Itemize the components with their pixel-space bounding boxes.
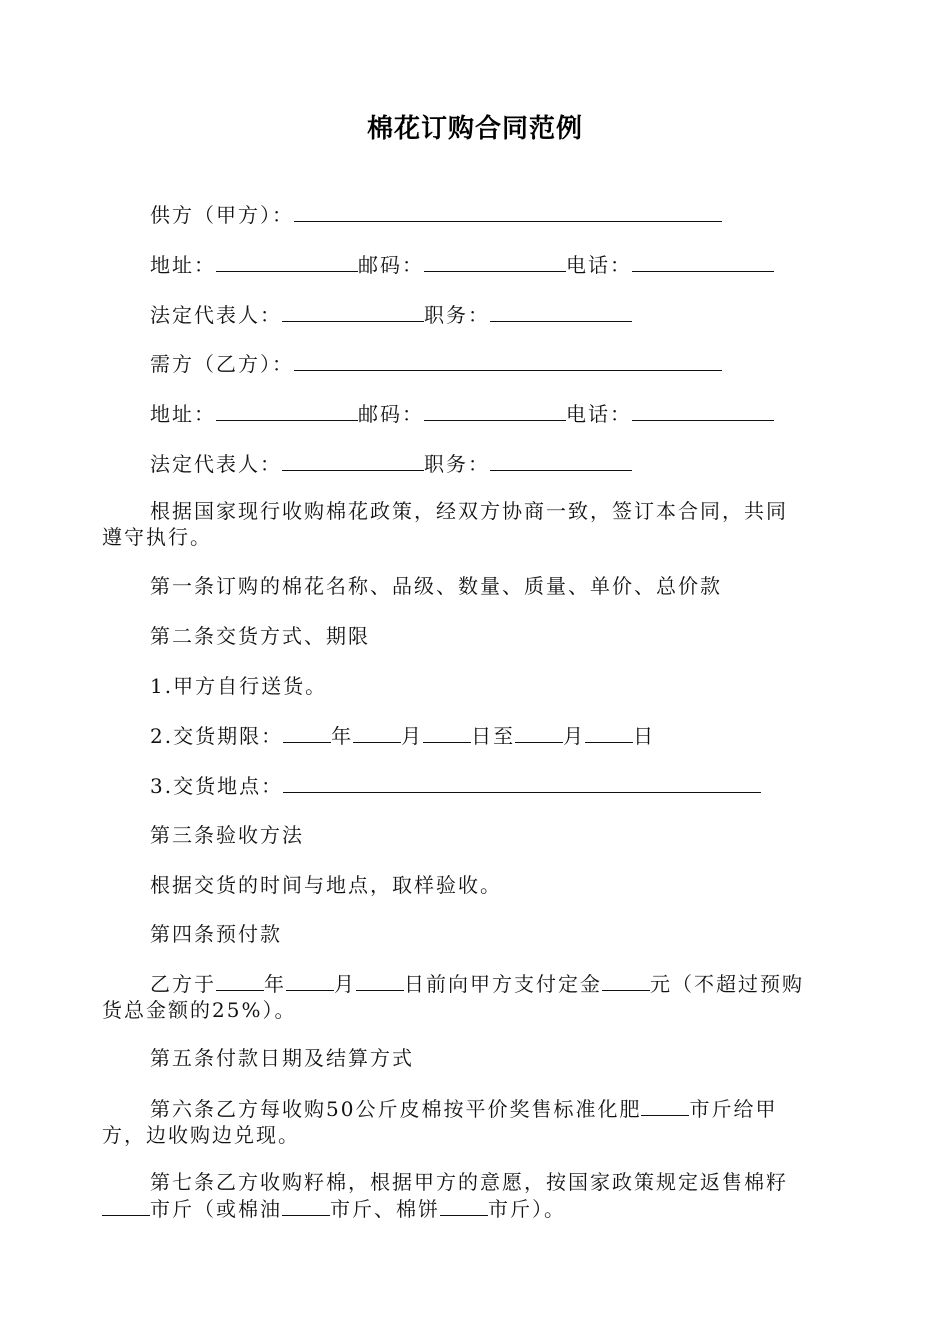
rep-blank [282, 450, 424, 471]
year-label: 年 [264, 972, 286, 996]
day-label: 日 [633, 724, 656, 748]
oil-text: 市斤（或棉油 [150, 1197, 282, 1221]
article-6-line-2: 方，边收购边兑现。 [102, 1123, 300, 1147]
article-7-line-2 [102, 1195, 850, 1222]
position-label: 职务： [424, 303, 490, 327]
position-blank [490, 301, 632, 322]
article-6-text: 第六条乙方每收购50公斤皮棉按平价奖售标准化肥 [150, 1097, 642, 1121]
article-4-line-2: 货总金额的25%）。 [102, 998, 297, 1022]
month-label: 月 [401, 724, 424, 748]
year-blank [216, 970, 264, 991]
fertilizer-blank [641, 1095, 689, 1116]
item-3 [150, 772, 761, 799]
day-blank-2 [585, 722, 633, 743]
year-label: 年 [331, 724, 354, 748]
address-label: 地址： [150, 253, 216, 277]
rep-blank [282, 301, 424, 322]
month-blank [286, 970, 334, 991]
article-3-heading: 第三条验收方法 [150, 823, 304, 847]
buyer-blank [294, 350, 722, 371]
article-6-suffix: 市斤给甲 [689, 1097, 778, 1121]
article-2-heading: 第二条交货方式、期限 [150, 624, 370, 648]
article-4-paragraph [102, 970, 850, 1023]
item-1: 1.甲方自行送货。 [150, 674, 328, 698]
year-blank [283, 722, 331, 743]
tel-label: 电话： [566, 402, 632, 426]
intro-paragraph [102, 498, 850, 550]
amount-blank [602, 970, 650, 991]
article-3-text: 根据交货的时间与地点，取样验收。 [150, 873, 502, 897]
article-7-paragraph [102, 1169, 850, 1222]
article-5-heading: 第五条付款日期及结算方式 [150, 1046, 414, 1070]
suffix-text: 元（不超过预购 [650, 972, 804, 996]
article-7-line-1: 第七条乙方收购籽棉，根据甲方的意愿，按国家政策规定返售棉籽 [150, 1170, 788, 1194]
prefix-text: 乙方于 [150, 972, 216, 996]
day-to-label: 日至 [471, 724, 516, 748]
address-blank [216, 251, 358, 272]
month-blank [353, 722, 401, 743]
article-4-line-1 [102, 970, 850, 997]
month-blank-2 [515, 722, 563, 743]
cottonseed-blank [102, 1195, 150, 1216]
rep-label: 法定代表人： [150, 303, 282, 327]
delivery-place-label: 3.交货地点： [150, 774, 284, 798]
article-4-heading: 第四条预付款 [150, 922, 282, 946]
delivery-period-label: 2.交货期限： [150, 724, 284, 748]
article-1-heading: 第一条订购的棉花名称、品级、数量、质量、单价、总价款 [150, 574, 722, 598]
zip-blank [424, 400, 566, 421]
zip-label: 邮码： [358, 253, 424, 277]
buyer-line [150, 350, 722, 377]
supplier-blank [294, 201, 722, 222]
tel-label: 电话： [566, 253, 632, 277]
rep-label: 法定代表人： [150, 452, 282, 476]
delivery-place-blank [283, 772, 761, 793]
supplier-address-line [150, 251, 774, 278]
oil-blank [282, 1195, 330, 1216]
supplier-line [150, 201, 722, 228]
item-2 [150, 722, 655, 749]
supplier-label: 供方（甲方）： [150, 203, 294, 227]
intro-line-1: 根据国家现行收购棉花政策，经双方协商一致，签订本合同，共同 [150, 499, 788, 523]
end-text: 市斤）。 [488, 1197, 566, 1221]
zip-blank [424, 251, 566, 272]
cake-blank [440, 1195, 488, 1216]
zip-label: 邮码： [358, 402, 424, 426]
article-6-line-1 [102, 1095, 850, 1122]
address-label: 地址： [150, 402, 216, 426]
month-label-2: 月 [563, 724, 586, 748]
page-title: 棉花订购合同范例 [366, 114, 583, 144]
tel-blank [632, 400, 774, 421]
article-6-paragraph [102, 1095, 850, 1148]
buyer-rep-line [150, 450, 632, 477]
intro-line-2: 遵守执行。 [102, 525, 212, 549]
address-blank [216, 400, 358, 421]
buyer-address-line [150, 400, 774, 427]
position-blank [490, 450, 632, 471]
cake-text: 市斤、棉饼 [330, 1197, 440, 1221]
position-label: 职务： [424, 452, 490, 476]
buyer-label: 需方（乙方）： [150, 352, 294, 376]
deposit-text: 日前向甲方支付定金 [404, 972, 602, 996]
day-blank [356, 970, 404, 991]
month-label: 月 [334, 972, 356, 996]
day-blank [423, 722, 471, 743]
supplier-rep-line [150, 301, 632, 328]
tel-blank [632, 251, 774, 272]
